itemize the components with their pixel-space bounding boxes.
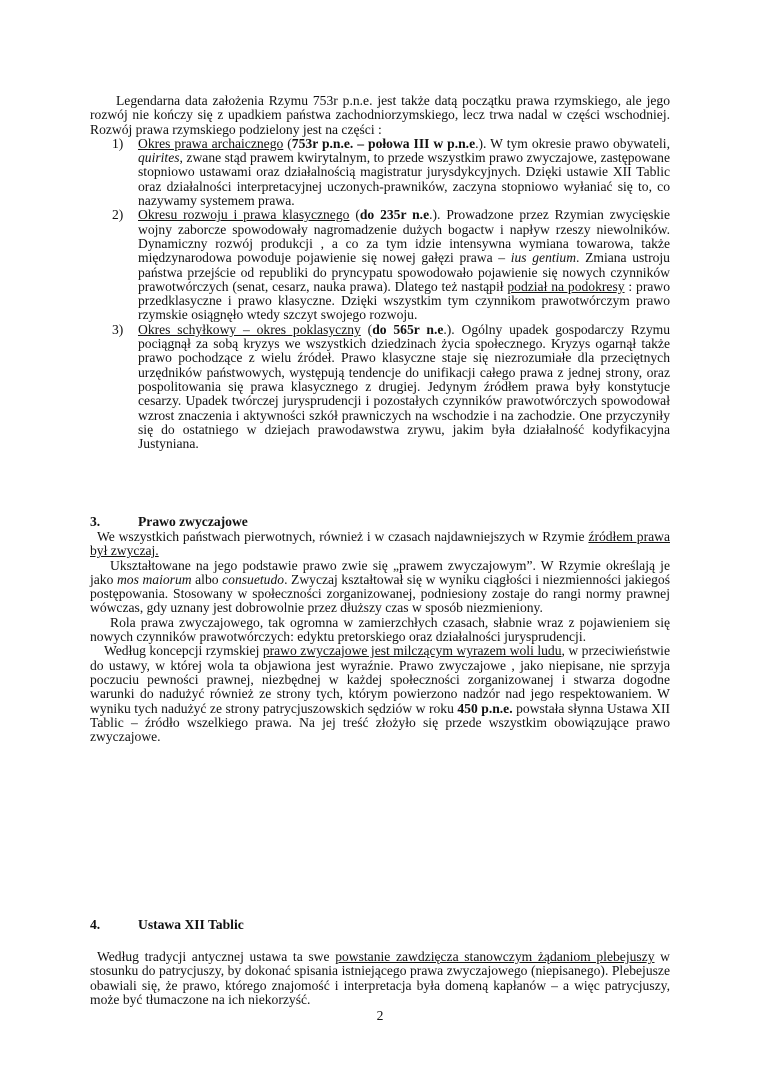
text-run: ( bbox=[360, 321, 373, 337]
section-title: Prawo zwyczajowe bbox=[138, 514, 248, 529]
period-date: 753r p.n.e. – połowa III w p.n.e bbox=[291, 135, 476, 151]
paragraph bbox=[90, 559, 670, 616]
underlined-phrase: prawo zwyczajowe jest milczącym wyrazem woli ludu bbox=[262, 643, 562, 659]
text-run: ( bbox=[283, 135, 292, 151]
list-number: 1) bbox=[112, 135, 124, 151]
intro-paragraph: Legendarna data założenia Rzymu 753r p.n.e. jest także datą początku prawa rzymskiego, ale jego rozwój nie kończy się z upadkiem państwa zachodniorzymskiego, lecz trwa nadal w części wschodniej. Rozwój prawa rzymskiego podzielony jest na części : bbox=[90, 93, 670, 137]
period-list bbox=[90, 137, 670, 452]
period-item-archaic bbox=[90, 137, 670, 208]
period-title: Okresu rozwoju i prawa klasycznego bbox=[138, 207, 350, 223]
period-item-postclassical bbox=[90, 323, 670, 452]
list-number: 3) bbox=[112, 321, 124, 337]
underlined-phrase: podział na podokresy bbox=[507, 278, 625, 294]
text-run: Według tradycji antycznej ustawa ta swe bbox=[97, 949, 336, 964]
list-number: 2) bbox=[112, 207, 124, 223]
text-run: .). Prowadzone przez Rzymian zwycięskie wojny zaborcze spowodowały nagromadzenie dużych bogactw i napływ rzeszy niewolników. Dynamiczny rozwój produkcji , a co za tym idzie intensywna wymiana towarowa, także międzynarodowa powoduje pojawienie się nowej gałęzi prawa – bbox=[138, 207, 670, 266]
text-run: . Zmiana ustroju państwa przejście od republiki do pryncypatu spowodowało pojawienie się nowych czynników prawotwórczych (senat, cesarz, nauka prawa). Dlatego też nastąpił bbox=[138, 250, 670, 294]
bold-date: 450 p.n.e. bbox=[457, 700, 513, 716]
text-run: , w przeciwieństwie do ustawy, w której wola ta objawiona jest wyraźnie. Prawo zwyczajowe , jako niepisane, nie sprzyja poczuciu pewności prawnej, niezbędnej w każdej społeczności zorganizowanej i stwarza dogodne warunki do nadużyć również ze strony tych, którym powierzono nadzór nad jego respektowaniem. W wyniku tych nadużyć ze strony patrycjuszowskich sędziów w roku bbox=[90, 643, 670, 716]
text-run: .). Ogólny upadek gospodarczy Rzymu pociągnął za sobą kryzys we wszystkich dziedzinach życia społecznego. Kryzys ogarnął także prawo pochodzące z wielu źródeł. Prawo klasyczne staje się niezrozumiałe dla przeciętnych urzędników państwowych, występują tendencje do unifikacji całego prawa z jednej strony, oraz pospolitowania się prawa klasycznego z drugiej. Jedynym źródłem prawa były konstytucje cesarzy. Upadek twórczej jurysprudencji i pozostałych czynników prawotwórczych spowodował wzrost znaczenia i aktywności szkół prawniczych na wschodzie i na zachodzie. One przyczyniły się do ostatniego w dziejach prawodawstwa zrywu, jakim była działalność kodyfikacyjna Justyniana. bbox=[138, 321, 670, 452]
period-title: Okres schyłkowy – okres poklasyczny bbox=[138, 321, 361, 337]
text-run: . Zwyczaj kształtował się w wyniku ciągłości i niezmienności jakiegoś postępowania. Stosowany w społeczności zorganizowanej, podniesiony zostaje do rangi normy prawnej wówczas, gdy uznany jest dobrowolnie przez dłuższy czas w sposób niezmieniony. bbox=[90, 571, 670, 616]
section-heading bbox=[90, 515, 670, 530]
paragraph bbox=[90, 530, 670, 559]
text-run: Według koncepcji rzymskiej bbox=[104, 643, 263, 659]
latin-term: mos maiorum bbox=[116, 571, 192, 587]
text-run: Ukształtowane na jego podstawie prawo zwie się „prawem zwyczajowym”. W Rzymie określają je jako bbox=[90, 557, 670, 587]
text-run: .). W tym okresie prawo obywateli, bbox=[475, 135, 670, 151]
text-run: powstała słynna Ustawa XII Tablic – źródło wszelkiego prawa. Na jej treść złożyło się przede wszystkim obowiązujące prawo zwyczajowe. bbox=[90, 700, 671, 745]
page-number: 2 bbox=[376, 1008, 384, 1023]
section-3 bbox=[90, 515, 670, 744]
section-number: 4. bbox=[90, 917, 101, 932]
text-run: We wszystkich państwach pierwotnych, również i w czasach najdawniejszych w Rzymie bbox=[97, 529, 589, 544]
period-item-classical bbox=[90, 208, 670, 322]
intro-block bbox=[90, 94, 670, 451]
paragraph: Rola prawa zwyczajowego, tak ogromna w zamierzchłych czasach, słabnie wraz z pojawieniem się nowych czynników prawotwórczych: edyktu pretorskiego oraz działalności jurysprudencji. bbox=[90, 614, 670, 645]
text-run: albo bbox=[191, 571, 223, 587]
section-heading bbox=[90, 918, 670, 933]
period-date: do 565r n.e bbox=[372, 321, 444, 337]
text-run: w stosunku do patrycjuszy, by dokonać spisania istniejącego prawa zwyczajowego (niepisanego). Plebejusze obawiali się, że prawo, którego znajomość i interpretacja była domeną kapłanów – a więc patrycjuszy, może być tłumaczone na ich niekorzyść. bbox=[90, 949, 670, 1007]
section-number: 3. bbox=[90, 514, 101, 529]
paragraph bbox=[90, 644, 670, 744]
period-date: do 235r n.e bbox=[359, 207, 430, 223]
underlined-phrase: źródłem prawa był zwyczaj. bbox=[90, 529, 670, 559]
paragraph bbox=[90, 950, 670, 1007]
text-run: : prawo przedklasyczne i prawo klasyczne. Dzięki wszystkim tym czynnikom prawotwórczym prawo rzymskie osiągnęło wtedy szczyt swojego rozwoju. bbox=[138, 278, 670, 323]
latin-term: consuetudo bbox=[222, 571, 285, 587]
underlined-phrase: powstanie zawdzięcza stanowczym żądaniom plebejuszy bbox=[335, 949, 655, 964]
text-run: ( bbox=[349, 207, 360, 223]
latin-term: ius gentium bbox=[510, 250, 577, 266]
section-4 bbox=[90, 918, 670, 1007]
text-run: , zwane stąd prawem kwirytalnym, to przede wszystkim prawo zwyczajowe, zastępowane stopniowo ustawami oraz działalnością magistratur jurysdykcyjnych. Dzięki ustawie XII Tablic oraz działalności interpretacyjnej uczonych-prawników, zaczyna stopniowo wyłaniać się to, co nazywamy systemem prawa. bbox=[138, 150, 670, 209]
latin-term: quirites bbox=[138, 150, 180, 166]
period-title: Okres prawa archaicznego bbox=[138, 135, 284, 151]
section-title: Ustawa XII Tablic bbox=[138, 917, 244, 932]
